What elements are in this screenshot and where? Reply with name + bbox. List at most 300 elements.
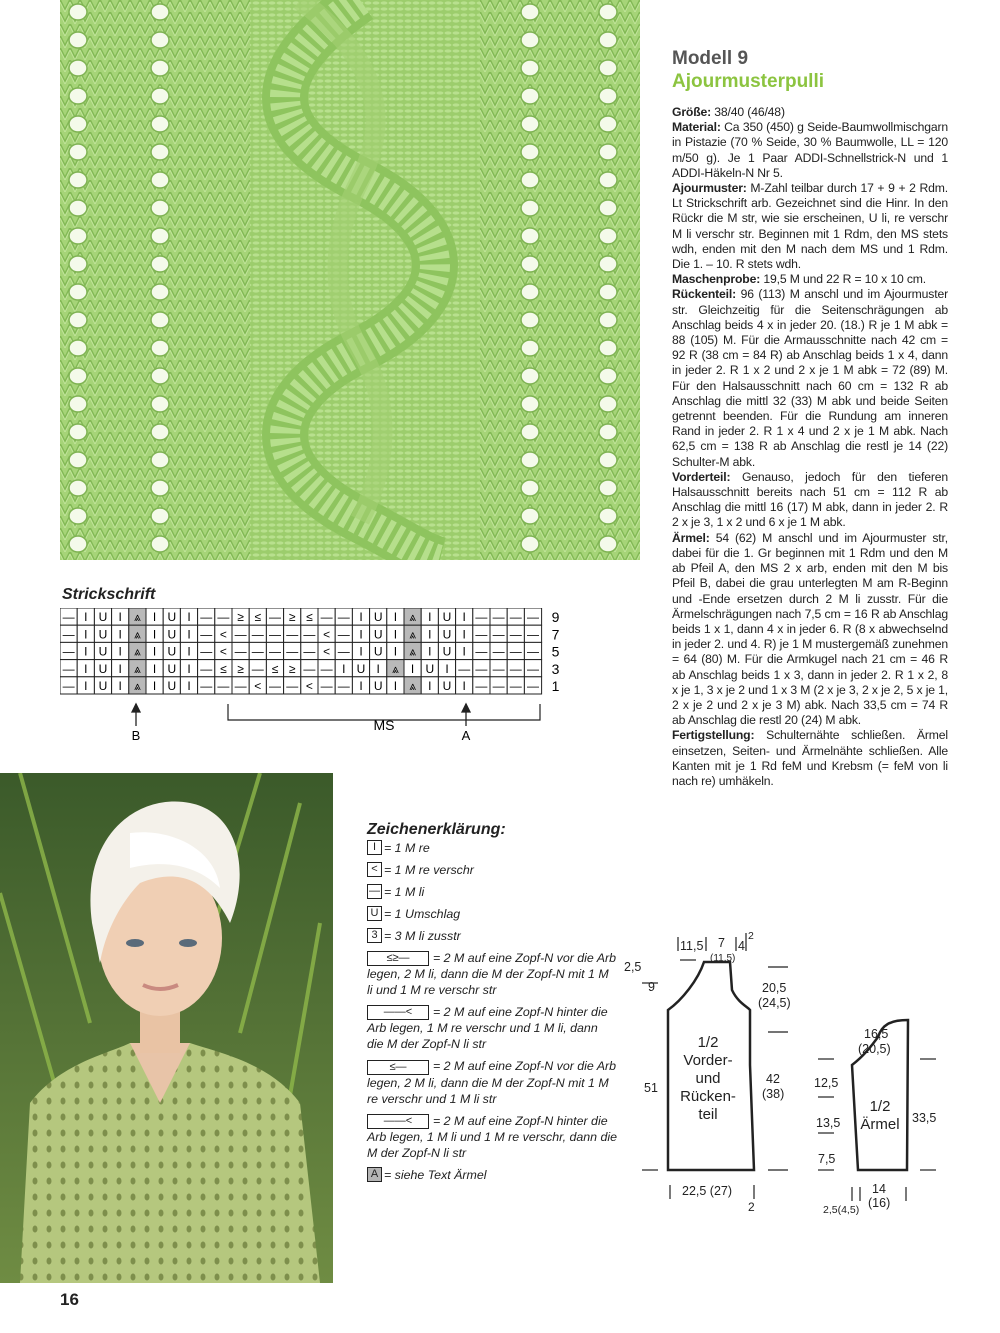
chart-cell-symbol: I	[152, 679, 157, 693]
chart-cell-symbol: ≥	[237, 661, 244, 676]
section-text: 19,5 M und 22 R = 10 x 10 cm.	[760, 272, 927, 287]
eyelet-hole	[521, 32, 539, 48]
chart-cell-symbol: ≤	[220, 661, 227, 676]
eyelet-hole	[151, 340, 169, 356]
chart-cell-symbol: —	[217, 610, 230, 625]
chart-cell-symbol: I	[462, 610, 466, 625]
dim-neck-alt: (11,5)	[710, 953, 736, 964]
chart-cell-symbol: —	[251, 627, 264, 642]
chart-cell-symbol: —	[62, 661, 75, 676]
eyelet-hole	[151, 60, 169, 76]
chart-cell-symbol: I	[118, 644, 122, 659]
chart-cell-symbol: I	[118, 661, 122, 676]
chart-cell-symbol: I	[187, 661, 191, 676]
yarn-over-symbol-icon: U	[367, 906, 382, 921]
dim-two-bottom: 2	[748, 1200, 755, 1214]
chart-cell-symbol: —	[269, 610, 281, 625]
chart-cell-symbol: I	[462, 644, 466, 659]
chart-cell-symbol: ⩓	[134, 627, 141, 642]
chart-cell-symbol: —	[475, 627, 488, 642]
garment-schematic	[620, 925, 950, 1230]
chart-cell-symbol: —	[200, 627, 213, 642]
dim-shoulder: 11,5	[680, 939, 704, 953]
chart-cell-symbol: I	[152, 661, 157, 676]
legend-item	[367, 840, 617, 856]
eyelet-hole	[521, 256, 539, 272]
eyelet-hole	[69, 536, 87, 552]
chart-cell-symbol: —	[200, 679, 213, 693]
chart-cell-symbol: <	[305, 679, 313, 693]
section-text: Ca 350 (450) g Seide-Baumwollmischgarn in Pistazie (70 % Seide, 30 % Baumwolle, LL = 120 m/50 g). Je 1 Paar ADDI-Schnellstrick-N und 1 ADDI-Häkeln-N Nr 5.	[672, 120, 948, 180]
chart-cell-symbol: ≥	[288, 661, 296, 676]
twisted-knit-symbol-icon: <	[367, 862, 382, 877]
eyelet-hole	[521, 424, 539, 440]
chart-cell-symbol: I	[84, 661, 88, 676]
pattern-title-block	[672, 48, 952, 94]
instructions-text	[672, 105, 948, 789]
eyelet-hole	[599, 32, 617, 48]
chart-cell-symbol: ⩓	[409, 610, 416, 625]
eyelet-hole	[151, 256, 169, 272]
eyelet-hole	[521, 480, 539, 496]
chart-cell-symbol: <	[323, 644, 331, 659]
chart-cell-symbol: —	[509, 661, 522, 676]
page-number: 16	[60, 1290, 79, 1309]
eyelet-hole	[151, 4, 169, 20]
chart-cell-symbol: —	[320, 610, 333, 625]
chart-cell-symbol: U	[442, 644, 452, 659]
chart-cell-symbol: U	[98, 644, 108, 659]
section-label: Maschenprobe:	[672, 272, 761, 287]
chart-cell-symbol: —	[200, 644, 213, 659]
eyelet-hole	[151, 32, 169, 48]
chart-cell-symbol: I	[393, 627, 398, 642]
dim-nine: 9	[648, 980, 655, 994]
chart-cell-symbol: I	[84, 610, 88, 625]
eyelet-hole	[599, 340, 617, 356]
eyelet-hole	[151, 536, 169, 552]
chart-cell-symbol: —	[492, 627, 505, 642]
dim-left-total: 51	[644, 1081, 658, 1095]
dim-two-top: 2	[748, 930, 754, 942]
pattern-title: Ajourmusterpulli	[672, 71, 825, 92]
eyelet-hole	[151, 172, 169, 188]
chart-cell-symbol: —	[303, 661, 316, 676]
eyelet-hole	[151, 228, 169, 244]
eyelet-hole	[151, 508, 169, 524]
eyelet-hole	[599, 144, 617, 160]
chart-row-number: 7	[551, 626, 560, 643]
chart-cell-symbol: ≤	[306, 610, 313, 625]
dim-sleeve-edge: 2,5(4,5)	[823, 1204, 860, 1216]
chart-cell-symbol: —	[527, 679, 539, 693]
model-number: Modell 9	[672, 48, 749, 69]
eyelet-hole	[599, 284, 617, 300]
chart-cell-symbol: ⩓	[134, 661, 141, 676]
chart-cell-symbol: —	[286, 627, 299, 642]
chart-cell-symbol: —	[509, 679, 522, 693]
chart-cell-symbol: —	[458, 661, 471, 676]
cable-back-alt-symbol-icon: ——<	[367, 1114, 429, 1129]
dim-bottom: 22,5 (27)	[682, 1184, 733, 1198]
dim-sleeve-top-alt: (20,5)	[858, 1042, 891, 1056]
section-sleeves	[672, 531, 948, 729]
eyelet-hole	[521, 228, 539, 244]
chart-cell-symbol: —	[234, 644, 247, 659]
eyelet-hole	[151, 144, 169, 160]
chart-cell-symbol: I	[152, 610, 157, 625]
dim-sleeve-top: 16,5	[864, 1027, 889, 1041]
chart-cell-symbol: —	[269, 627, 281, 642]
section-label: Ajourmuster:	[672, 181, 747, 196]
arrow-b	[132, 704, 140, 726]
chart-cell-symbol: I	[84, 644, 88, 659]
eyelet-hole	[521, 116, 539, 132]
eyelet-hole	[151, 88, 169, 104]
chart-cell-symbol: I	[187, 627, 191, 642]
chart-cell-symbol: ⩓	[134, 644, 141, 659]
section-material	[672, 120, 948, 181]
eyelet-hole	[599, 424, 617, 440]
chart-cell-symbol: U	[167, 644, 177, 659]
eyelet-hole	[69, 256, 87, 272]
eyelet-hole	[521, 4, 539, 20]
dim-sleeve-total: 33,5	[912, 1111, 937, 1125]
dim-sleeve-mid: 13,5	[816, 1116, 841, 1130]
eyelet-hole	[69, 424, 87, 440]
chart-row-number: 5	[551, 643, 560, 660]
eyelet-hole	[599, 508, 617, 524]
eyelet-hole	[521, 508, 539, 524]
chart-cell-symbol: —	[62, 627, 75, 642]
chart-cell-symbol: ⩓	[409, 627, 416, 642]
legend-item	[367, 906, 617, 922]
chart-cell-symbol: I	[410, 661, 415, 676]
legend-text: = siehe Text Ärmel	[384, 1167, 487, 1182]
section-label: Material:	[672, 120, 721, 135]
eyelet-hole	[599, 172, 617, 188]
dim-sleeve-bottom: 14	[872, 1182, 886, 1196]
eyelet-hole	[69, 60, 87, 76]
eyelet-hole	[69, 116, 87, 132]
chart-cell-symbol: I	[118, 679, 122, 693]
chart-cell-symbol: U	[373, 610, 383, 625]
legend-text: = 3 M li zusstr	[384, 929, 461, 943]
chart-cell-symbol: ⩓	[409, 679, 416, 693]
eyelet-hole	[521, 396, 539, 412]
dim-sleeve-low: 7,5	[818, 1152, 836, 1166]
chart-cell-symbol: —	[509, 610, 522, 625]
eyelet-hole	[151, 312, 169, 328]
chart-cell-symbol: I	[462, 627, 466, 642]
chart-row-numbers	[552, 609, 560, 694]
eyelet-hole	[521, 144, 539, 160]
eyelet-hole	[599, 312, 617, 328]
eyelet-hole	[151, 396, 169, 412]
eyelet-hole	[599, 200, 617, 216]
section-label: Fertigstellung:	[672, 728, 755, 743]
chart-cell-symbol: <	[219, 644, 227, 659]
chart-cell-symbol: I	[84, 679, 88, 693]
section-size	[672, 105, 948, 120]
legend-item	[367, 884, 617, 900]
eyelet-hole	[69, 396, 87, 412]
chart-cell-symbol: U	[425, 661, 435, 676]
legend-item	[367, 928, 617, 944]
legend-text: = 1 M re verschr	[384, 863, 474, 877]
chart-cell-symbol: I	[445, 661, 449, 676]
chart-cell-symbol: —	[337, 644, 350, 659]
section-text: Schulternähte schließen. Ärmel einsetzen, Seiten- und Ärmelnähte schließen. Alle Kanten mit je 1 Rd feM und Krebsm (= feM von li nach re) umhäkeln.	[672, 728, 948, 788]
dim-left-drop: 2,5	[624, 960, 642, 974]
chart-cell-symbol: —	[62, 610, 75, 625]
body-label: 1/2	[697, 1034, 719, 1051]
legend-item	[367, 1058, 617, 1106]
eyelet-hole	[69, 340, 87, 356]
chart-cell-symbol: —	[251, 644, 264, 659]
chart-cell-symbol: —	[303, 644, 316, 659]
sleeve-label: Ärmel	[860, 1116, 900, 1133]
section-text: 96 (113) M anschl und im Ajourmuster str. Gleichzeitig für die Seitenschrägungen ab Anschlag beids 4 x in jeder 20. (18.) R je 1 M abk = 88 (105) M. Für die Armausschnitte nach 42 cm = 92 R (38 cm = 84 R) ab Anschlag beids 1 x 4, dann in jeder 2. R 1 x 2 und 2 x je 1 M abk = 72 (89) M. Für den Halsausschnitt nach 60 cm = 132 R ab Anschlag die mittl 32 (33) M abk und beide Seiten getrennt beenden. Für die Rundung am inneren Rand in jeder 2. R 1 x 4 und 2 x je 1 M abk. Nach 62,5 cm = 138 R ab Anschlag die restl je 14 (22) Schulter-M abk.	[672, 287, 948, 469]
chart-cell-symbol: I	[342, 661, 346, 676]
chart-cell-symbol: I	[359, 644, 363, 659]
dim-sleeve-bottom-alt: (16)	[868, 1196, 891, 1210]
symbol-legend	[367, 822, 617, 1189]
chart-cell-symbol: ≤	[271, 661, 279, 676]
chart-cell-symbol: U	[356, 661, 366, 676]
eyelet-hole	[521, 172, 539, 188]
chart-cell-symbol: —	[269, 644, 281, 659]
ms-label: MS	[373, 717, 395, 733]
legend-title: Zeichenerklärung:	[367, 821, 506, 838]
eyelet-hole	[151, 200, 169, 216]
chart-cell-symbol: I	[393, 679, 398, 693]
eyelet-hole	[599, 256, 617, 272]
dim-armhole-alt: (24,5)	[758, 996, 791, 1010]
legend-item	[367, 1004, 617, 1052]
chart-cell-symbol: —	[527, 644, 539, 659]
chart-cell-symbol: —	[320, 661, 333, 676]
eyelet-hole	[521, 312, 539, 328]
chart-cell-symbol: I	[462, 679, 466, 693]
chart-cell-symbol: —	[492, 679, 505, 693]
chart-cell-symbol: U	[98, 661, 108, 676]
chart-cell-symbol: I	[84, 627, 88, 642]
chart-cell-symbol: I	[428, 679, 432, 693]
chart-cell-symbol: —	[320, 679, 333, 693]
chart-cell-symbol: ≥	[237, 610, 244, 625]
chart-cell-symbol: —	[303, 627, 316, 642]
eyelet-hole	[69, 4, 87, 20]
chart-cell-symbol: I	[187, 644, 191, 659]
eyelet-hole	[69, 284, 87, 300]
chart-cell-symbol: I	[359, 679, 363, 693]
arrow-a	[462, 704, 470, 726]
chart-cell-symbol: U	[373, 679, 383, 693]
legend-text: = 2 M auf eine Zopf-N vor die Arb legen, 2 M li, dann die M der Zopf-N mit 1 M re verschr und 1 M li str	[367, 1059, 617, 1106]
eyelet-hole	[599, 368, 617, 384]
chart-cell-symbol: —	[217, 679, 230, 693]
chart-cell-symbol: U	[98, 627, 108, 642]
dim-four: 4	[738, 939, 745, 953]
chart-cell-symbol: —	[337, 627, 350, 642]
section-label: Größe:	[672, 105, 712, 119]
eyelet-hole	[69, 144, 87, 160]
chart-cell-symbol: —	[337, 679, 350, 693]
dim-side: 42	[766, 1072, 780, 1086]
chart-cell-symbol: ≤	[254, 610, 262, 625]
chart-cell-symbol: I	[187, 679, 191, 693]
cable-back-symbol-icon: ——<	[367, 1005, 429, 1020]
eyelet-hole	[69, 452, 87, 468]
purl-symbol-icon: —	[369, 885, 380, 897]
eyelet-hole	[151, 284, 169, 300]
legend-text: = 1 M re	[384, 841, 430, 855]
model-photo	[0, 773, 333, 1283]
eyelet-hole	[151, 424, 169, 440]
eyelet-hole	[599, 116, 617, 132]
eyelet-hole	[521, 200, 539, 216]
chart-cell-symbol: U	[98, 679, 108, 693]
eyelet-hole	[69, 312, 87, 328]
chart-cell-symbol: —	[251, 661, 264, 676]
chart-cell-symbol: —	[337, 610, 350, 625]
chart-cell-symbol: —	[200, 610, 213, 625]
dim-armhole: 20,5	[762, 981, 787, 995]
cable-front-symbol-icon: ≤≥—	[367, 951, 429, 966]
eyelet-hole	[521, 60, 539, 76]
section-text: M-Zahl teilbar durch 17 + 9 + 2 Rdm. Lt Strickschrift arb. Gezeichnet sind die Hinr. In den Rückr die M str, wie sie erscheinen, U li, re verschr M li verschr str. Beginnen mit 1 Rdm, den MS stets wdh, enden mit den M nach dem MS und 1 Rdm. Die 1. – 10. R stets wdh.	[672, 181, 948, 272]
cable-front-alt-symbol-icon: ≤—	[367, 1060, 429, 1075]
chart-cell-symbol: —	[62, 679, 75, 693]
section-finishing	[672, 728, 948, 789]
chart-cell-symbol: ⩓	[392, 661, 399, 676]
dim-side-alt: (38)	[762, 1087, 785, 1101]
legend-item	[367, 950, 617, 998]
chart-cell-symbol: U	[373, 627, 383, 642]
chart-cell-symbol: U	[373, 644, 383, 659]
chart-cell-symbol: ⩓	[134, 610, 141, 625]
chart-cell-symbol: —	[286, 644, 299, 659]
eyelet-hole	[599, 480, 617, 496]
knit-swatch-photo	[60, 0, 640, 560]
chart-cell-symbol: —	[527, 661, 539, 676]
section-text: 54 (62) M anschl und im Ajourmuster str, dabei für die 1. Gr beginnen mit 1 Rdm und den M ab Pfeil A, den MS 2 x arb, enden mit den M bis Pfeil B, dabei die grau unterlegten M am R-Beginn und -Ende ersetzen durch 2 M li zusstr. Für die Ärmelschrägungen nach 7,5 cm = 16 R ab Anschlag beids 1 x 1, dann 4 x in jeder 6. R (8 x abwechselnd in jeder 2. und 4. R) je 1 M mustergemäß zunehmen = 64 (80) M. Für die Armkugel nach 21 cm = 46 R ab Anschlag beids 1 x 3, dann in jeder 2. R 1 x 2, 8 x je 1, 3 x je 2 und 1 x 3 M (2 x je 3, 2 x je 2, 5 x je 1, 2 x je 2 und 2 x je 3 M) abk. Nach 33,5 cm = 74 R ab Anschlag die restl 20 (24) M abk.	[672, 530, 948, 728]
arrow-b-label: B	[131, 728, 141, 743]
chart-cell-symbol: ⩓	[409, 644, 416, 659]
purl-3-together-symbol-icon: 3	[367, 928, 382, 943]
eyelet-hole	[69, 228, 87, 244]
eyelet-hole	[521, 340, 539, 356]
chart-cell-symbol: —	[492, 644, 505, 659]
chart-cell-symbol: —	[492, 661, 505, 676]
chart-cell-symbol: —	[475, 644, 488, 659]
chart-grid	[60, 608, 542, 694]
chart-cell-symbol: —	[509, 644, 522, 659]
eyelet-hole	[599, 60, 617, 76]
eyelet-hole	[69, 200, 87, 216]
chart-cell-symbol: I	[118, 627, 122, 642]
section-label: Vorderteil:	[672, 469, 731, 484]
chart-cell-symbol: I	[428, 610, 432, 625]
legend-item	[367, 1113, 617, 1161]
chart-cell-symbol: <	[219, 627, 227, 642]
eyelet-hole	[599, 536, 617, 552]
section-text: 38/40 (46/48)	[711, 105, 785, 119]
eyelet-hole	[599, 88, 617, 104]
legend-text: = 2 M auf eine Zopf-N hinter die Arb legen, 1 M re verschr und 1 M li, dann die M der Zopf-N li str	[367, 1005, 608, 1052]
legend-text: = 1 M li	[384, 885, 425, 899]
eyelet-hole	[599, 396, 617, 412]
chart-cell-symbol: U	[167, 661, 177, 676]
eyelet-hole	[69, 172, 87, 188]
eyelet-hole	[599, 4, 617, 20]
chart-cell-symbol: —	[475, 661, 488, 676]
section-label: Rückenteil:	[672, 287, 737, 302]
dim-sleeve-cap: 12,5	[814, 1076, 839, 1090]
chart-row-number: 9	[551, 609, 560, 626]
chart-cell-symbol: —	[269, 679, 281, 693]
chart-cell-symbol: I	[152, 627, 157, 642]
arrow-a-label: A	[461, 728, 471, 743]
legend-item	[367, 1167, 617, 1183]
chart-cell-symbol: —	[234, 679, 247, 693]
sleeve-label: 1/2	[869, 1098, 891, 1115]
sleeve-note-symbol-icon: A	[367, 1167, 382, 1182]
body-label: Vorder-	[683, 1052, 733, 1069]
body-label: teil	[698, 1106, 718, 1123]
chart-cell-symbol: U	[98, 610, 108, 625]
eyelet-hole	[69, 368, 87, 384]
chart-cell-symbol: —	[286, 679, 299, 693]
knitting-chart	[60, 608, 580, 753]
chart-cell-symbol: —	[234, 627, 247, 642]
chart-cell-symbol: I	[393, 644, 398, 659]
chart-cell-symbol: U	[442, 627, 452, 642]
chart-cell-symbol: —	[200, 661, 213, 676]
legend-text: = 2 M auf eine Zopf-N vor die Arb legen, 2 M li, dann die M der Zopf-N mit 1 M li und 1 M re verschr str	[367, 951, 617, 998]
chart-cell-symbol: I	[393, 610, 398, 625]
body-label: Rücken-	[680, 1088, 736, 1105]
chart-cell-symbol: I	[359, 610, 363, 625]
chart-cell-symbol: —	[475, 610, 488, 625]
chart-cell-symbol: U	[167, 610, 177, 625]
chart-cell-symbol: I	[359, 627, 363, 642]
legend-text: = 2 M auf eine Zopf-N hinter die Arb legen, 1 M li und 1 M re verschr, dann die M der Zopf-N li str	[367, 1113, 618, 1160]
section-label: Ärmel:	[672, 530, 710, 545]
eyelet-hole	[599, 228, 617, 244]
chart-cell-symbol: <	[323, 627, 331, 642]
chart-cell-symbol: U	[167, 627, 177, 642]
chart-cell-symbol: —	[509, 627, 522, 642]
eyelet-hole	[151, 452, 169, 468]
chart-cell-symbol: —	[527, 627, 539, 642]
eyelet-hole	[69, 480, 87, 496]
chart-cell-symbol: I	[118, 610, 122, 625]
eyelet-hole	[521, 368, 539, 384]
chart-cell-symbol: <	[254, 679, 262, 693]
section-back	[672, 287, 948, 469]
chart-cell-symbol: —	[527, 610, 539, 625]
chart-cell-symbol: U	[442, 610, 452, 625]
eyelet-hole	[521, 452, 539, 468]
chart-cell-symbol: I	[428, 644, 432, 659]
chart-cell-symbol: I	[187, 610, 191, 625]
knit-symbol-icon: I	[367, 840, 382, 855]
legend-item	[367, 862, 617, 878]
eyelet-hole	[599, 452, 617, 468]
chart-cell-symbol: U	[442, 679, 452, 693]
